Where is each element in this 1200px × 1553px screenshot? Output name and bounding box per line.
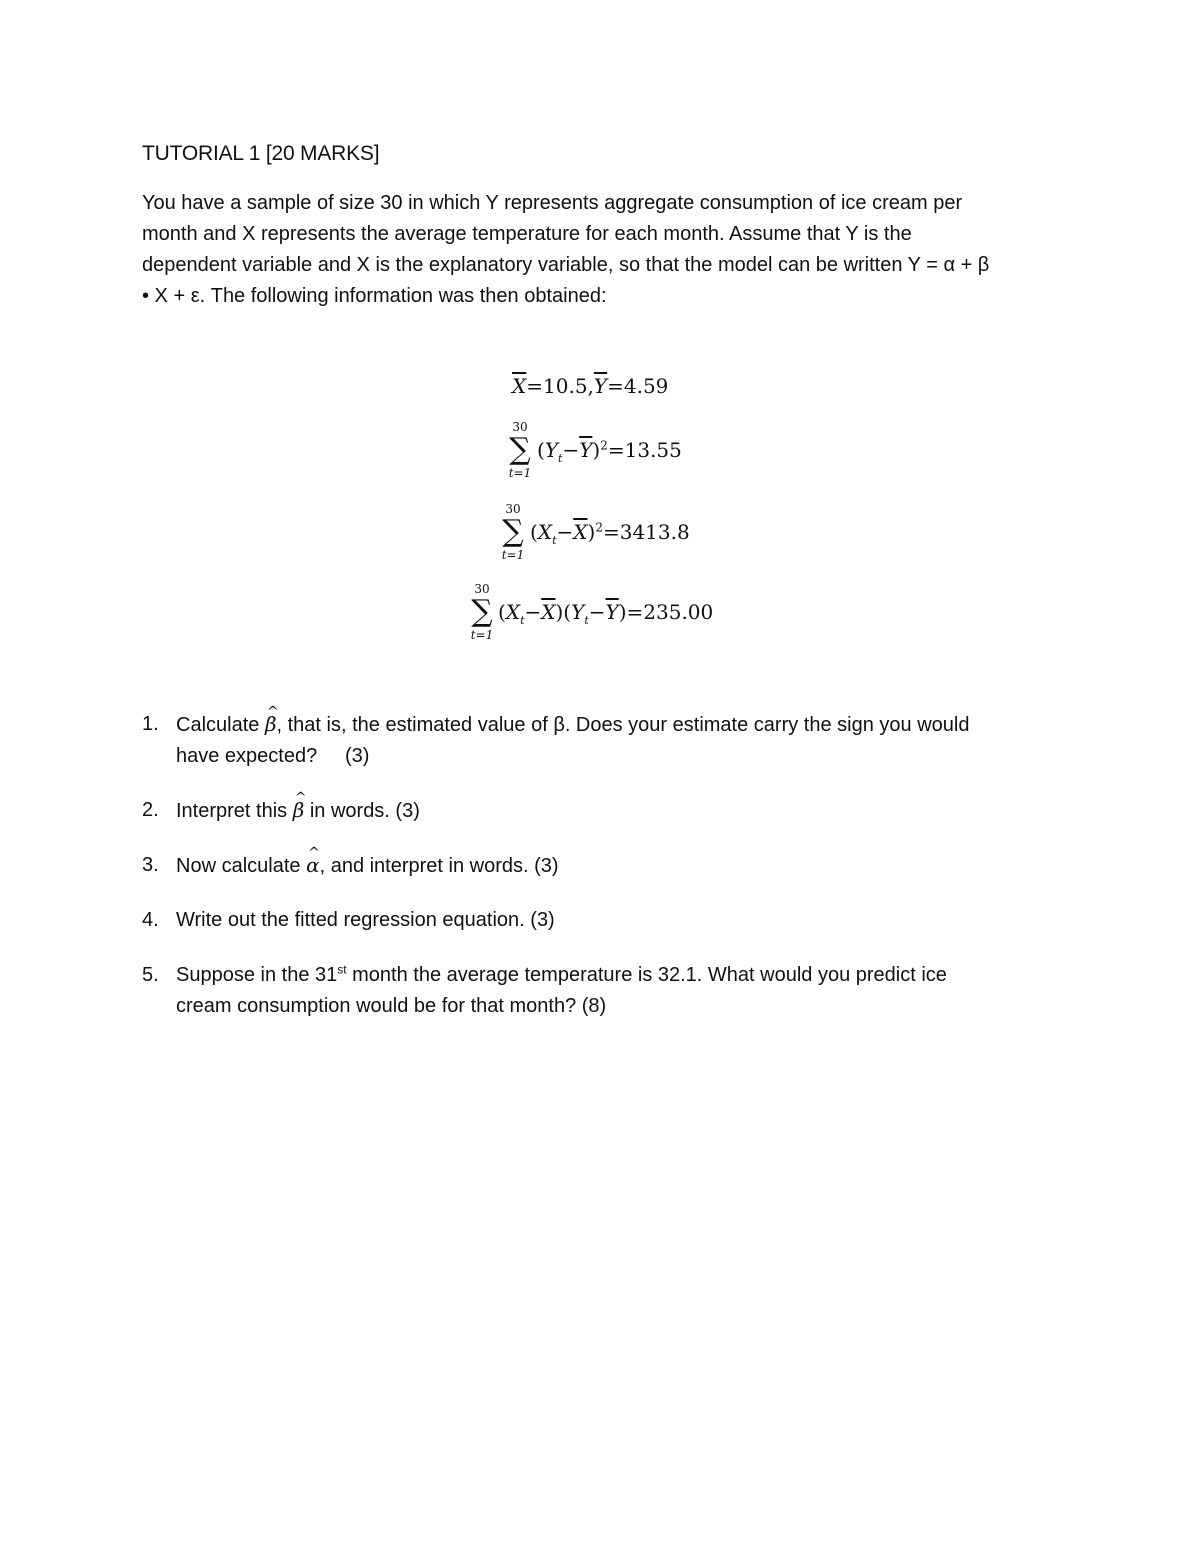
- beta-hat-symbol: ^ β: [293, 795, 305, 826]
- sum-upper-limit: 30: [505, 502, 521, 516]
- sum-lower-limit: t=1: [470, 628, 494, 642]
- means-equation: $\overline{X}=10.5,\overline{Y}=4.59$: [512, 374, 669, 398]
- intro-paragraph: [142, 188, 1072, 312]
- ybar-value: 4.59: [623, 374, 669, 398]
- sum-upper-limit: 30: [512, 420, 528, 434]
- syy-value: 13.55: [624, 438, 682, 462]
- sxy-value: 235.00: [643, 600, 714, 624]
- ordinal-suffix: st: [337, 962, 347, 977]
- question-number: 2.: [142, 799, 159, 821]
- question-number: 1.: [142, 713, 159, 735]
- alpha-hat-symbol: ^ α: [306, 850, 320, 881]
- question-number: 4.: [142, 909, 159, 931]
- question-number: 5.: [142, 964, 159, 986]
- syy-equation: $(Y_t-\overline{Y})^2=13.55$: [537, 438, 682, 465]
- sxx-equation: $(X_t-\overline{X})^2=3413.8$: [530, 520, 690, 547]
- intro-line-3: dependent variable and X is the explanatory variable, so that the model can be written Y = α + β: [142, 254, 990, 276]
- sum-lower-limit: t=1: [508, 466, 532, 480]
- question-text: Suppose in the 31: [176, 964, 338, 986]
- question-text: Now calculate: [176, 855, 307, 877]
- question-number: 3.: [142, 854, 159, 876]
- question-text: , that is, the estimated value of β. Does your estimate carry the sign you would: [276, 714, 970, 736]
- sigma-xy: [463, 582, 501, 642]
- sigma-icon: ∑: [471, 594, 493, 629]
- sigma-yy: [501, 420, 539, 480]
- beta-hat-symbol: ^ β: [265, 709, 277, 740]
- sigma-icon: ∑: [509, 432, 531, 467]
- sxx-value: 3413.8: [619, 520, 690, 544]
- question-text: , and interpret in words. (3): [319, 855, 559, 877]
- page-title: TUTORIAL 1 [20 MARKS]: [142, 142, 380, 165]
- sxy-equation: $(X_t-\overline{X})(Y_t-\overline{Y})=235.00$: [498, 600, 714, 627]
- xbar-value: 10.5: [543, 374, 588, 398]
- intro-line-1: You have a sample of size 30 in which Y represents aggregate consumption of ice cream per: [142, 192, 963, 214]
- question-text: month the average temperature is 32.1. What would you predict ice: [346, 964, 947, 986]
- intro-line-4: • X + ε. The following information was then obtained:: [142, 285, 607, 307]
- question-text: Write out the fitted regression equation. (3): [176, 909, 555, 931]
- question-text-line-2: cream consumption would be for that month? (8): [176, 995, 607, 1017]
- question-text: Interpret this: [176, 800, 293, 822]
- sigma-xx: [494, 502, 532, 562]
- sigma-icon: ∑: [502, 514, 524, 549]
- sum-upper-limit: 30: [474, 582, 490, 596]
- question-text: Calculate: [176, 714, 265, 736]
- question-text-line-2: have expected? (3): [176, 745, 370, 767]
- question-text: in words. (3): [304, 800, 420, 822]
- intro-line-2: month and X represents the average temperature for each month. Assume that Y is the: [142, 223, 912, 245]
- sum-lower-limit: t=1: [501, 548, 525, 562]
